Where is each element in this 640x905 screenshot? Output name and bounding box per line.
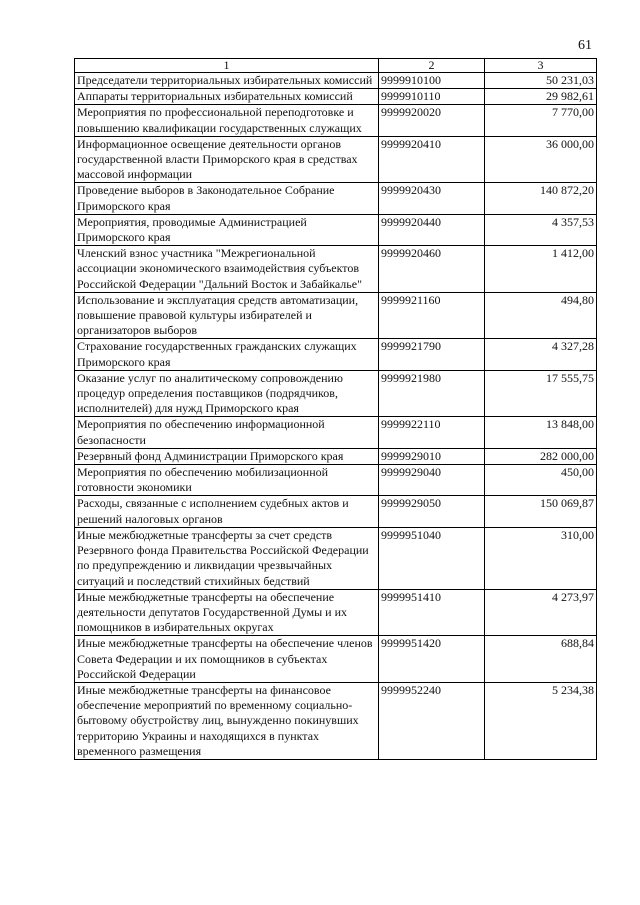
row-code-cell: 9999929010 — [379, 448, 485, 464]
row-name-cell: Аппараты территориальных избирательных комиссий — [75, 89, 379, 105]
row-amount-cell: 50 231,03 — [485, 73, 597, 89]
row-amount-cell: 4 357,53 — [485, 214, 597, 245]
table-row — [75, 89, 597, 105]
row-code-cell: 9999921790 — [379, 339, 485, 370]
table-row — [75, 496, 597, 527]
row-amount-cell: 7 770,00 — [485, 105, 597, 136]
row-name-cell: Иные межбюджетные трансферты за счет средств Резервного фонда Правительства Российской Федерации по предупреждению и ликвидации чрезвычайных ситуаций и последствий стихийных бедствий — [75, 527, 379, 589]
row-amount-cell: 282 000,00 — [485, 448, 597, 464]
row-code-cell: 9999920410 — [379, 136, 485, 183]
row-amount-cell: 4 273,97 — [485, 589, 597, 636]
header-cell-1: 1 — [75, 59, 379, 73]
row-code-cell: 9999920460 — [379, 246, 485, 293]
row-code-cell: 9999921160 — [379, 292, 485, 339]
row-code-cell: 9999920440 — [379, 214, 485, 245]
row-name-cell: Резервный фонд Администрации Приморского края — [75, 448, 379, 464]
page-number: 61 — [578, 38, 592, 53]
row-amount-cell: 150 069,87 — [485, 496, 597, 527]
row-code-cell: 9999951410 — [379, 589, 485, 636]
table-row — [75, 73, 597, 89]
row-name-cell: Иные межбюджетные трансферты на финансовое обеспечение мероприятий по временному социально-бытовому обустройству лиц, вынужденно покинувших территорию Украины и находящихся в пунктах временного размещения — [75, 682, 379, 759]
row-amount-cell: 494,80 — [485, 292, 597, 339]
row-name-cell: Страхование государственных гражданских служащих Приморского края — [75, 339, 379, 370]
row-name-cell: Проведение выборов в Законодательное Собрание Приморского края — [75, 183, 379, 214]
row-amount-cell: 140 872,20 — [485, 183, 597, 214]
row-code-cell: 9999929040 — [379, 465, 485, 496]
table-row — [75, 183, 597, 214]
row-amount-cell: 13 848,00 — [485, 417, 597, 448]
header-cell-3: 3 — [485, 59, 597, 73]
row-code-cell: 9999951040 — [379, 527, 485, 589]
table-row — [75, 417, 597, 448]
row-name-cell: Оказание услуг по аналитическому сопровождению процедур определения поставщиков (подрядчиков, исполнителей) для нужд Приморского края — [75, 370, 379, 417]
row-code-cell: 9999922110 — [379, 417, 485, 448]
row-amount-cell: 688,84 — [485, 636, 597, 683]
table-row — [75, 589, 597, 636]
row-amount-cell: 1 412,00 — [485, 246, 597, 293]
row-code-cell: 9999910110 — [379, 89, 485, 105]
row-name-cell: Информационное освещение деятельности органов государственной власти Приморского края в средствах массовой информации — [75, 136, 379, 183]
row-name-cell: Председатели территориальных избирательных комиссий — [75, 73, 379, 89]
row-name-cell: Иные межбюджетные трансферты на обеспечение членов Совета Федерации и их помощников в субъектах Российской Федерации — [75, 636, 379, 683]
row-code-cell: 9999921980 — [379, 370, 485, 417]
row-amount-cell: 17 555,75 — [485, 370, 597, 417]
row-name-cell: Мероприятия по обеспечению информационной безопасности — [75, 417, 379, 448]
row-amount-cell: 29 982,61 — [485, 89, 597, 105]
row-name-cell: Использование и эксплуатация средств автоматизации, повышение правовой культуры избирателей и организаторов выборов — [75, 292, 379, 339]
row-amount-cell: 36 000,00 — [485, 136, 597, 183]
table-row — [75, 105, 597, 136]
table-row — [75, 246, 597, 293]
row-code-cell: 9999952240 — [379, 682, 485, 759]
table-row — [75, 465, 597, 496]
row-name-cell: Мероприятия по обеспечению мобилизационной готовности экономики — [75, 465, 379, 496]
table-row — [75, 370, 597, 417]
row-name-cell: Мероприятия по профессиональной переподготовке и повышению квалификации государственных служащих — [75, 105, 379, 136]
row-name-cell: Иные межбюджетные трансферты на обеспечение деятельности депутатов Государственной Думы и их помощников в избирательных округах — [75, 589, 379, 636]
row-code-cell: 9999910100 — [379, 73, 485, 89]
row-amount-cell: 310,00 — [485, 527, 597, 589]
table-row — [75, 636, 597, 683]
row-amount-cell: 5 234,38 — [485, 682, 597, 759]
row-name-cell: Мероприятия, проводимые Администрацией Приморского края — [75, 214, 379, 245]
table-row — [75, 136, 597, 183]
header-cell-2: 2 — [379, 59, 485, 73]
row-name-cell: Членский взнос участника "Межрегиональной ассоциации экономического взаимодействия субъектов Российской Федерации "Дальний Восток и Забайкалье" — [75, 246, 379, 293]
row-name-cell: Расходы, связанные с исполнением судебных актов и решений налоговых органов — [75, 496, 379, 527]
row-code-cell: 9999920020 — [379, 105, 485, 136]
budget-table — [74, 58, 597, 760]
row-code-cell: 9999920430 — [379, 183, 485, 214]
table-row — [75, 682, 597, 759]
row-code-cell: 9999951420 — [379, 636, 485, 683]
table-row — [75, 214, 597, 245]
table-header-row — [75, 59, 597, 73]
row-code-cell: 9999929050 — [379, 496, 485, 527]
row-amount-cell: 450,00 — [485, 465, 597, 496]
table-row — [75, 527, 597, 589]
table-row — [75, 448, 597, 464]
row-amount-cell: 4 327,28 — [485, 339, 597, 370]
table-row — [75, 292, 597, 339]
table-row — [75, 339, 597, 370]
